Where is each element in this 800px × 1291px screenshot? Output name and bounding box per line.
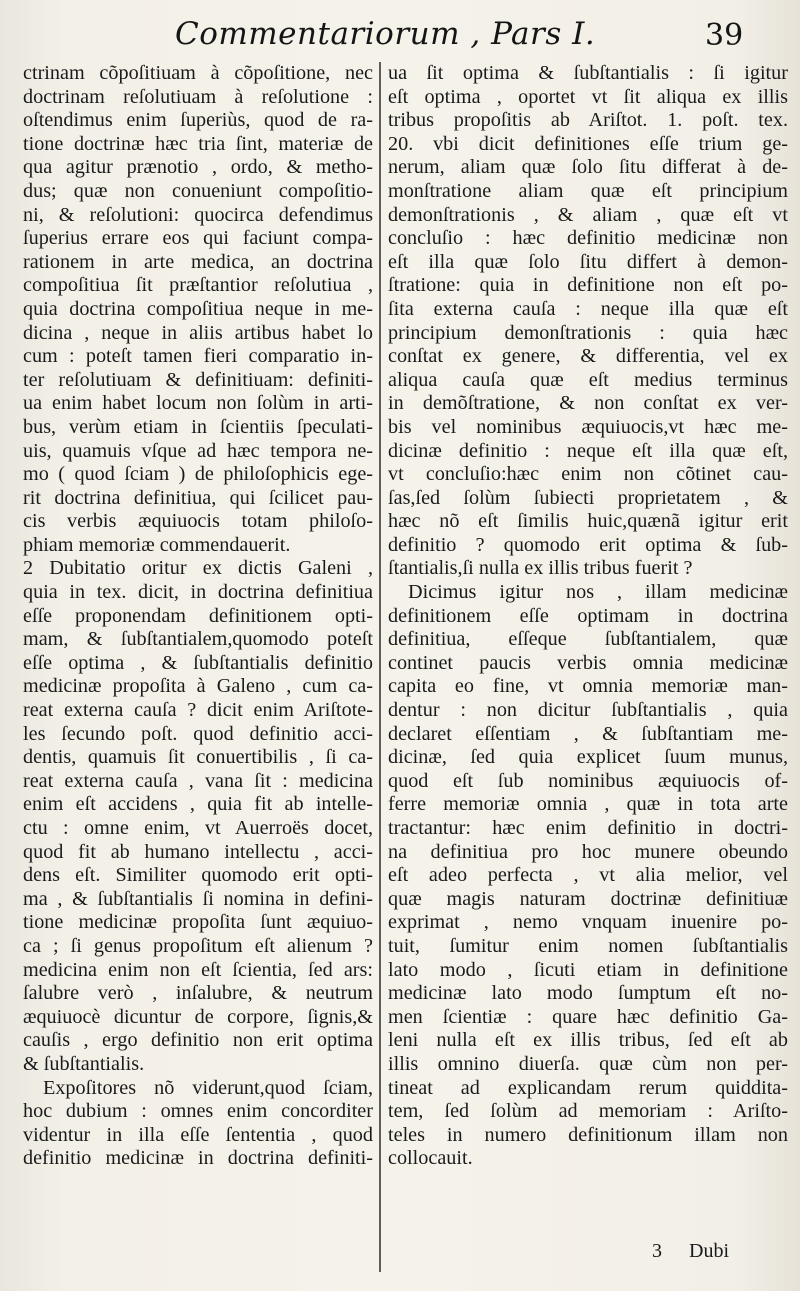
text-line: tione doctrinæ hæc tria ſint, materiæ de [23,132,373,155]
text-line: ſtantialis,ſi nulla ex illis tribus fuerit ? [388,557,693,580]
text-line: reat externa cauſa ? dicit enim Ariſtote- [23,699,373,722]
text-line: ma , & ſubſtantialis ſi nomina in defini- [23,887,373,910]
text-line: dicina , neque in aliis artibus habet lo [23,321,373,344]
text-line: eſſe proponendam definitionem opti- [23,604,373,627]
text-line: na definitiua pro hoc munere obeundo [388,840,788,863]
text-line: tineat ad explicandam rerum quiddita- [388,1076,788,1099]
text-line: phiam memoriæ commendauerit. [23,533,291,556]
text-line: definitiua, eſſeque ſubſtantialem, quæ [388,628,788,651]
text-line: dicinæ, ſed quia explicet ſuum munus, [388,746,788,769]
text-line: ctrinam cõpoſitiuam à cõpoſitione, nec [23,62,373,84]
text-line: men ſcientiæ : quare hæc definitio Ga- [388,1005,788,1028]
text-line: 20. vbi dicit definitiones eſſe trium ge- [388,132,788,155]
text-line: ctu : omne enim, vt Auerroës docet, [23,817,373,839]
text-line: medicinæ lato modo ſumptum eſt no- [388,982,788,1005]
text-line: dens eſt. Similiter quomodo erit opti- [23,864,373,887]
text-line: principium demonſtrationis : quia hæc [388,321,788,344]
text-line: definitio ? quomodo erit optima & ſub- [388,533,788,556]
text-line: mo ( quod ſciam ) de philoſophicis ege- [23,463,373,486]
text-line: videntur in illa eſſe ſententia , quod [23,1123,373,1146]
text-line: illis omnino diuerſa. quæ cùm non per- [388,1052,788,1075]
text-line: ſuperius errare eos qui faciunt compa- [23,227,373,250]
text-line: hæc nõ eſt ſimilis huic,quænã igitur erit [388,510,788,533]
text-line: cum : poteſt tamen fieri comparatio in- [23,345,373,368]
text-line: exprimat , nemo vnquam inuenire po- [388,911,788,934]
text-line: cauſis , ergo definitio non erit optima [23,1029,373,1052]
text-line: ſas,ſed ſolùm ſubiecti proprietatem , & [388,486,788,509]
text-line: tribus propoſitis ab Ariſtot. 1. poſt. tex. [388,109,788,132]
text-line: tem, ſed ſolùm ad memoriam : Ariſto- [388,1100,788,1123]
text-line: capita eo fine, vt omnia memoriæ man- [388,675,788,698]
catchword-text: Dubi [689,1240,729,1262]
catchword [652,1240,729,1263]
text-line: continet paucis verbis omnia medicinæ [388,651,788,674]
text-line: ni, & reſolutioni: quocirca defendimus [23,203,373,226]
text-line: Dicimus igitur nos , illam medicinæ [408,581,788,604]
text-line: in demõſtratione, & non conſtat ex ver- [388,392,788,415]
text-line: ca ; ſi genus propoſitum eſt alienum ? [23,934,373,957]
text-line: 2 Dubitatio oritur ex dictis Galeni , [23,557,373,580]
text-line: ſalubre verò , inſalubre, & neutrum [23,982,373,1005]
text-line: dus; quæ non conueniunt compoſitio- [23,179,373,202]
text-line: conſtat ex genere, & differentia, vel ex [388,345,788,368]
text-line: quia in tex. dicit, in doctrina definitiua [23,581,373,604]
text-line: tione medicinæ propoſita ſunt æquiuo- [23,911,373,934]
page-header [0,14,800,64]
text-line: nerum, aliam quæ ſolo ſitu differat à de- [388,156,788,179]
text-line: concluſio : hæc definitio medicinæ non [388,227,788,250]
text-line: definitionem eſſe optimam in doctrina [388,604,788,627]
text-line: medicina enim non eſt ſcientia, ſed ars: [23,958,373,981]
text-line: declaret eſſentiam , & ſubſtantiam me- [388,722,788,745]
catchword-signature: 3 [652,1240,662,1262]
text-line: dicinæ definitio : neque eſt illa quæ eſt, [388,439,788,462]
page-number: 39 [705,18,744,53]
text-line: reat externa cauſa , vana ſit : medicina [23,769,373,792]
text-line: doctrinam reſolutiuam à reſolutione : [23,85,373,108]
text-line: dentur : non dicitur ſubſtantialis , quia [388,699,788,722]
right-text-column [388,62,788,1171]
text-line: uis, quamuis vſque ad hæc tempora ne- [23,439,373,462]
text-line: enim eſt accidens , quia fit ab intelle- [23,793,373,816]
text-line: vt concluſio:hæc enim non cõtinet cau- [388,463,788,486]
text-line: quia doctrina compoſitiua neque in me- [23,297,373,320]
text-line: mam, & ſubſtantialem,quomodo poteſt [23,628,373,651]
text-line: rationem in arte medica, an doctrina [23,250,373,273]
text-line: & ſubſtantialis. [23,1052,145,1075]
text-line: oſtendimus enim ſuperiùs, quod de ra- [23,109,373,132]
text-line: rit doctrina definitiua, qui ſcilicet pau- [23,486,373,509]
text-line: tuit, ſumitur enim nomen ſubſtantialis [388,934,788,957]
text-line: cis verbis æquiuocis totam philoſo- [23,510,373,533]
text-line: lato modo , ſicuti etiam in definitione [388,958,788,981]
text-line: qua agitur prænotio , ordo, & metho- [23,156,373,179]
text-line: compoſitiua ſit præſtantior reſolutiua , [23,274,373,297]
text-line: ter reſolutiuam & definitiuam: definiti- [23,368,373,391]
text-line: collocauit. [388,1147,473,1170]
text-line: ua enim habet locum non ſolùm in arti- [23,392,373,415]
text-line: tractantur: hæc enim definitio in doctri- [388,817,788,839]
text-line: eſt illa quæ ſolo ſitu differt à demon- [388,250,788,273]
text-line: quæ magis naturam doctrinæ definitiuæ [388,887,788,910]
text-line: dentis, quamuis ſit conuertibilis , ſi ca- [23,746,373,769]
left-text-column [23,62,373,1171]
text-line: ſtratione: quia in definitione non eſt po- [388,274,788,297]
text-line: quod eſt ſub nominibus æquiuocis of- [388,769,788,792]
text-line: bis vel nominibus æquiuocis,vt hæc me- [388,415,788,438]
text-line: ſita externa cauſa : neque illa quæ eſt [388,297,788,320]
text-line: quod fit ab humano intellectu , acci- [23,840,373,863]
text-line: monſtratione aliam quæ eſt principium [388,179,788,202]
text-line: ua ſit optima & ſubſtantialis : ſi igitur [388,62,788,84]
text-line: eſt optima , oportet vt ſit aliqua ex illis [388,85,788,108]
text-line: æquiuocè dicuntur de corpore, ſignis,& [23,1005,373,1028]
text-line: demonſtrationis , & aliam , quæ eſt vt [388,203,788,226]
text-line: leni nulla eſt ex illis tribus, ſed eſt ab [388,1029,788,1052]
text-line: les ſecundo poſt. quod definitio acci- [23,722,373,745]
text-line: definitio medicinæ in doctrina definiti- [23,1147,373,1170]
text-line: eſſe optima , & ſubſtantialis definitio [23,651,373,674]
text-line: bus, verùm etiam in ſcientiis ſpeculati- [23,415,373,438]
text-line: ferre memoriæ omnia , quæ in tota arte [388,793,788,816]
text-line: teles in numero definitionum illam non [388,1123,788,1146]
text-line: hoc dubium : omnes enim concorditer [23,1100,373,1123]
text-line: eſt adeo perfecta , vt alia melior, vel [388,864,788,887]
text-line: Expoſitores nõ viderunt,quod ſciam, [43,1076,373,1099]
text-line: aliqua cauſa quæ eſt medius terminus [388,368,788,391]
text-line: medicinæ propoſita à Galeno , cum ca- [23,675,373,698]
running-title: Commentariorum , Pars I. [175,16,596,52]
column-divider [379,62,381,1272]
